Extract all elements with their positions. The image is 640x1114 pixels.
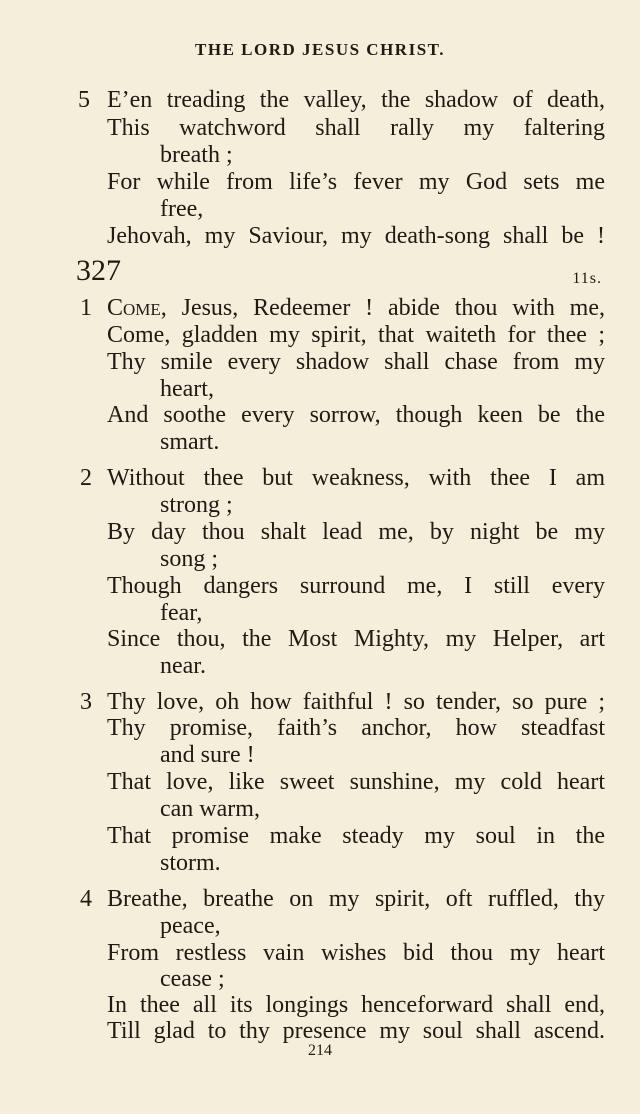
verse-line-rest: Jesus, Redeemer ! abide thou with me, [166,295,605,321]
verse-line: song ; [160,546,219,572]
hymn-meter: 11s. [572,270,602,287]
verse-line: Come, gladden my spirit, that waiteth for thee ; [107,322,605,348]
verse-line: and sure ! [160,742,255,768]
verse-line: In thee all its longings henceforward shall end, [107,992,605,1018]
verse-line: peace, [160,913,221,939]
stanza-line: free, [160,196,204,222]
stanza-line: For while from life’s fever my God sets me [107,169,605,195]
verse-line: can warm, [160,796,260,822]
running-head: THE LORD JESUS CHRIST. [195,40,445,59]
stanza-line: This watchword shall rally my faltering [107,115,605,141]
verse-line: Breathe, breathe on my spirit, oft ruffled, thy [107,886,605,912]
verse-line: storm. [160,850,221,876]
verse-line: near. [160,653,206,679]
verse-line: That promise make steady my soul in the [107,823,605,849]
verse-line: Thy promise, faith’s anchor, how steadfast [107,715,605,741]
verse-line: Without thee but weakness, with thee I am [107,465,605,491]
hymn-number: 327 [76,254,121,287]
page-number: 214 [308,1042,332,1059]
stanza-number: 5 [78,87,90,113]
verse-number: 3 [80,689,92,715]
verse-line: Though dangers surround me, I still every [107,573,605,599]
verse-line: That love, like sweet sunshine, my cold heart [107,769,605,795]
verse-line: By day thou shalt lead me, by night be my [107,519,605,545]
verse-line: From restless vain wishes bid thou my heart [107,940,605,966]
verse-number: 1 [80,295,92,321]
stanza-line: breath ; [160,142,233,168]
verse-line: Thy smile every shadow shall chase from my [107,349,605,375]
stanza-line: Jehovah, my Saviour, my death-song shall be ! [107,223,605,249]
verse-line: Since thou, the Most Mighty, my Helper, art [107,626,605,652]
verse-number: 4 [80,886,92,912]
verse-number: 2 [80,465,92,491]
verse-first-word: Come, [107,295,167,321]
verse-line: Till glad to thy presence my soul shall ascend. [107,1018,605,1044]
verse-line: fear, [160,600,203,626]
verse-line: cease ; [160,966,225,992]
verse-line: smart. [160,429,220,455]
stanza-line: E’en treading the valley, the shadow of death, [107,87,605,113]
verse-line [107,296,605,320]
verse-line: strong ; [160,492,233,518]
verse-line: And soothe every sorrow, though keen be the [107,402,605,428]
verse-line: heart, [160,376,214,402]
verse-line: Thy love, oh how faithful ! so tender, so pure ; [107,689,605,715]
